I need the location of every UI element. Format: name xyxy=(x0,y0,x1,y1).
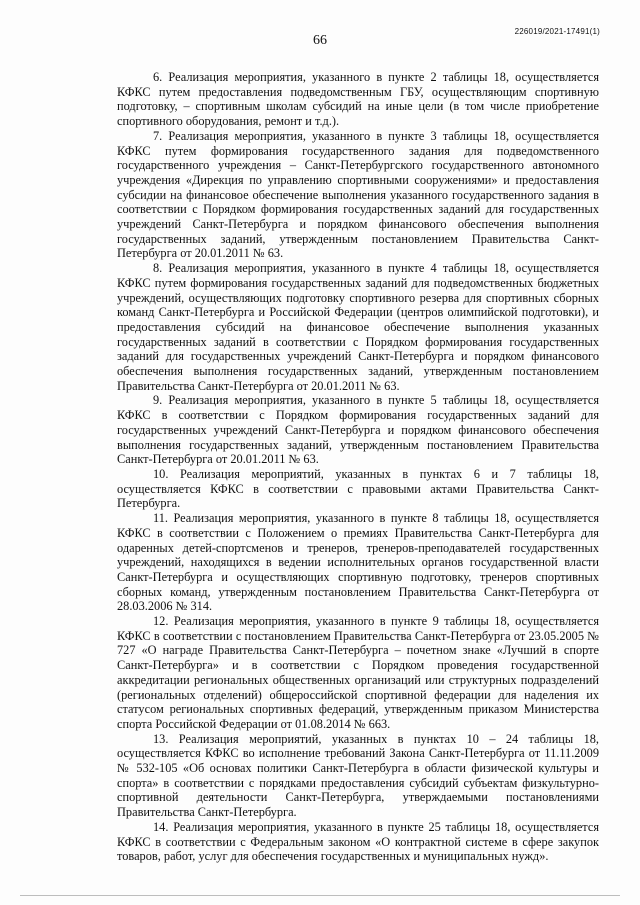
paragraph-10: 10. Реализация мероприятий, указанных в пунктах 6 и 7 таблицы 18, осуществляется КФКС в соответствии с правовыми актами Правительства Санкт-Петербурга. xyxy=(117,466,599,511)
paragraph-13: 13. Реализация мероприятий, указанных в пунктах 10 – 24 таблицы 18, осуществляется КФКС во исполнение требований Закона Санкт-Петербурга от 11.11.2009 № 532-105 «Об основах политики Санкт-Петербурга в области физической культуры и спорта» в соответствии с порядками предоставления субсидий субъектам физкультурно-спортивной деятельности Санкт-Петербурга, утверждаемыми постановлениями Правительства Санкт-Петербурга. xyxy=(117,731,599,820)
paragraph-9: 9. Реализация мероприятия, указанного в пункте 5 таблицы 18, осуществляется КФКС в соответствии с Порядком формирования государственных заданий для государственных учреждений Санкт-Петербурга и порядком финансового обеспечения выполнения государственных заданий, утвержденным постановлением Правительства Санкт-Петербурга от 20.01.2011 № 63. xyxy=(117,393,599,467)
paragraph-7: 7. Реализация мероприятия, указанного в пункте 3 таблицы 18, осуществляется КФКС путем формирования государственного задания для подведомственного государственного учреждения – Санкт-Петербургского государственного автономного учреждения «Дирекция по управлению спортивными сооружениями» и предоставления субсидии на финансовое обеспечение выполнения указанного государственного задания в соответствии с Порядком формирования государственных заданий для государственных учреждений Санкт-Петербурга и порядком финансового обеспечения выполнения государственных заданий, утвержденным постановлением Правительства Санкт-Петербурга от 20.01.2011 № 63. xyxy=(117,128,599,261)
scan-edge-divider xyxy=(20,895,620,896)
page-number: 66 xyxy=(313,33,327,48)
paragraph-8: 8. Реализация мероприятия, указанного в пункте 4 таблицы 18, осуществляется КФКС путем формирования государственных заданий для подведомственных бюджетных учреждений, осуществляющих подготовку спортивного резерва для спортивных сборных команд Санкт-Петербурга и Российской Федерации (центров олимпийской подготовки), и предоставления субсидий на финансовое обеспечение выполнения указанных государственных заданий в соответствии с Порядком формирования государственных заданий для государственных учреждений Санкт-Петербурга и порядком финансового обеспечения выполнения государственных заданий, утвержденным постановлением Правительства Санкт-Петербурга от 20.01.2011 № 63. xyxy=(117,261,599,393)
paragraph-14: 14. Реализация мероприятия, указанного в пункте 25 таблицы 18, осуществляется КФКС в соответствии с Федеральным законом «О контрактной системе в сфере закупок товаров, работ, услуг для обеспечения государственных и муниципальных нужд». xyxy=(117,819,599,864)
paragraph-11: 11. Реализация мероприятия, указанного в пункте 8 таблицы 18, осуществляется КФКС в соответствии с Положением о премиях Правительства Санкт-Петербурга для одаренных детей-спортсменов и тренеров, тренеров-преподавателей государственных учреждений, находящихся в ведении исполнительных органов государственной власти Санкт-Петербурга и осуществляющих спортивную подготовку, тренеров спортивных сборных команд, утвержденным постановлением Правительства Санкт-Петербурга от 28.03.2006 № 314. xyxy=(117,511,599,614)
paragraph-12: 12. Реализация мероприятия, указанного в пункте 9 таблицы 18, осуществляется КФКС в соответствии с постановлением Правительства Санкт-Петербурга от 23.05.2005 № 727 «О награде Правительства Санкт-Петербурга – почетном знаке «Лучший в спорте Санкт-Петербурга» и в соответствии с Порядком проведения государственной аккредитации региональных общественных организаций или структурных подразделений (региональных отделений) общероссийской спортивной федерации для наделения их статусом региональных спортивных федераций, утвержденным приказом Министерства спорта Российской Федерации от 01.08.2014 № 663. xyxy=(117,614,599,731)
paragraph-6: 6. Реализация мероприятия, указанного в пункте 2 таблицы 18, осуществляется КФКС путем предоставления подведомственным ГБУ, осуществляющим спортивную подготовку, – спортивным школам субсидий на иные цели (в том числе приобретение спортивного оборудования, ремонт и т.д.). xyxy=(117,70,599,129)
document-body xyxy=(117,70,599,864)
document-code: 226019/2021-17491(1) xyxy=(514,27,600,36)
